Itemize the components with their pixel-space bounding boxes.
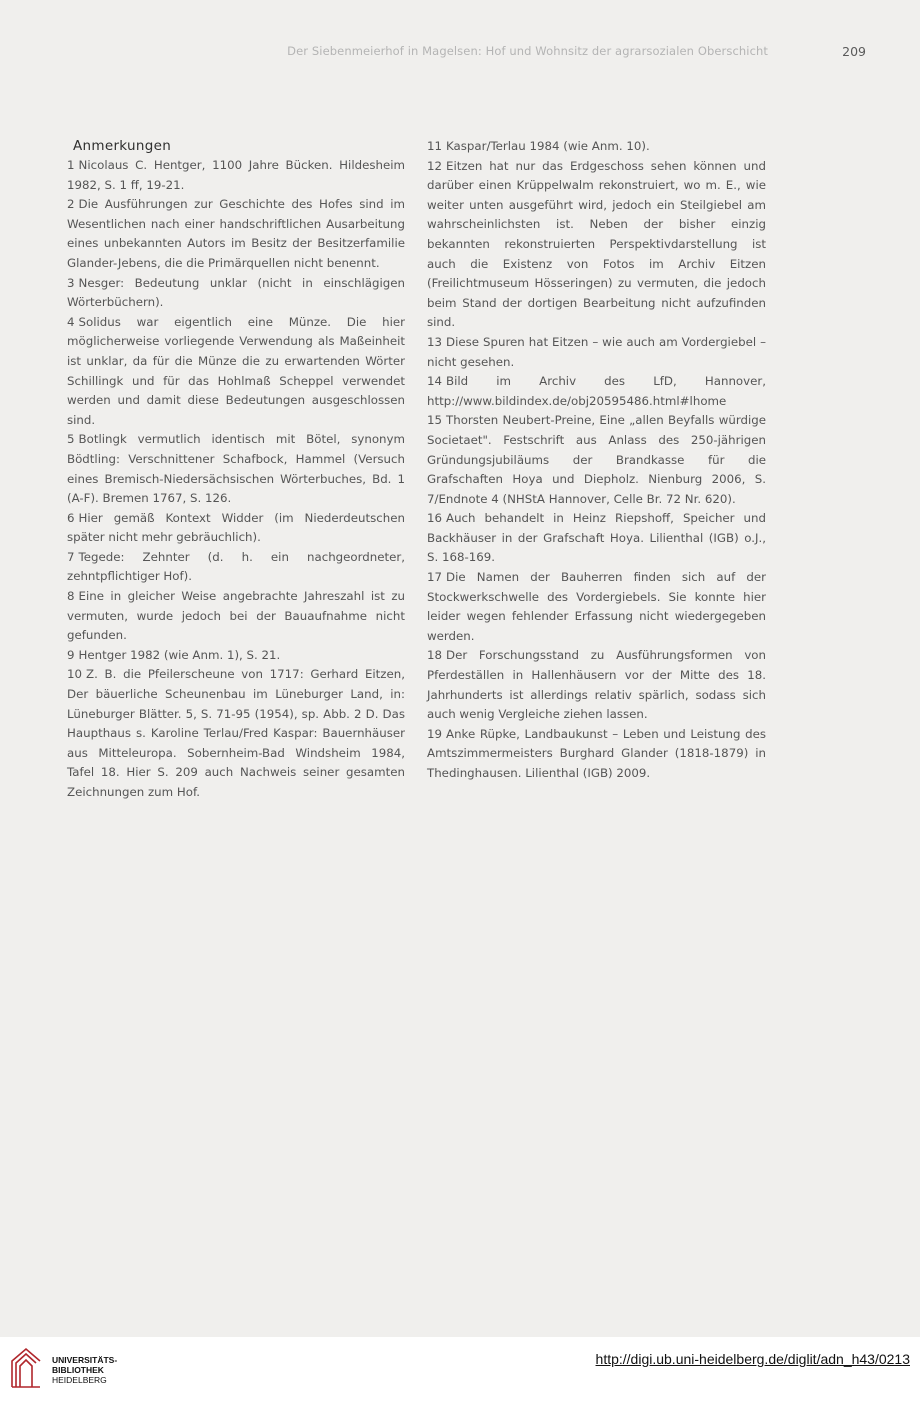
- footnote: [427, 372, 766, 411]
- running-title: Der Siebenmeierhof in Magelsen: Hof und Wohnsitz der agrarsozialen Oberschicht: [287, 44, 768, 58]
- notes-column-left: [67, 137, 405, 803]
- notes-list-right: [427, 137, 766, 784]
- footnote: [67, 156, 405, 195]
- footnote-number: 5: [67, 432, 75, 447]
- footnote-number: 7: [67, 549, 75, 564]
- library-name-line2: BIBLIOTHEK: [52, 1365, 104, 1375]
- footnote: [67, 274, 405, 313]
- footnote-text: Thorsten Neubert-Preine, Eine „allen Beyfalls würdige Societaet". Festschrift aus Anlass des 250-jährigen Gründungsjubiläums der Brandkasse für die Grafschaften Hoya und Diepholz. Nienburg 2006, S. 7/Endnote 4 (NHStA Hannover, Celle Br. 72 Nr. 620).: [427, 413, 766, 506]
- footnote-number: 11: [427, 139, 443, 153]
- footnote: [427, 568, 766, 646]
- footnote-text: Bild im Archiv des LfD, Hannover, http://www.bildindex.de/obj20595486.html#lhome: [427, 374, 766, 408]
- footnote-number: 2: [67, 197, 75, 212]
- footnote: [67, 548, 405, 587]
- footnote: [427, 137, 766, 157]
- footnote-number: 14: [427, 374, 443, 389]
- section-title: Anmerkungen: [73, 138, 172, 154]
- footnote-number: 3: [67, 275, 75, 290]
- footnote-number: 10: [67, 667, 83, 682]
- footnote-text: Solidus war eigentlich eine Münze. Die hier möglicherweise vorliegende Verwendung als Maßeinheit ist unklar, da für die Münze die zu erwartenden Wörter Schillingk und für das Hohlmaß Scheppel verwendet werden und damit diese Bedeutungen ausgeschlossen sind.: [67, 314, 405, 427]
- footnote: [427, 725, 766, 784]
- footnote: [67, 646, 405, 666]
- footnote: [67, 587, 405, 646]
- footnote-number: 1: [67, 158, 75, 172]
- footnote-text: Anke Rüpke, Landbaukunst – Leben und Leistung des Amtszimmermeisters Burghard Glander (1818-1879) in Thedinghausen. Lilienthal (IGB) 2009.: [427, 726, 766, 780]
- footnote-number: 4: [67, 314, 75, 329]
- notes-list-left: [67, 156, 405, 803]
- footnote-text: Z. B. die Pfeilerscheune von 1717: Gerhard Eitzen, Der bäuerliche Scheunenbau im Lüneburger Land, in: Lüneburger Blätter. 5, S. 71-95 (1954), sp. Abb. 2 D. Das Haupthaus s. Karoline Terlau/Fred Kaspar: Bauernhäuser aus Mitteleuropa. Sobernheim-Bad Windsheim 1984, Tafel 18. Hier S. 209 auch Nachweis seiner gesamten Zeichnungen zum Hof.: [67, 667, 405, 799]
- footnote: [427, 646, 766, 724]
- footer-bar: [0, 1337, 920, 1403]
- footnote-number: 17: [427, 570, 443, 585]
- footnote: [67, 195, 405, 273]
- footnote-text: Hentger 1982 (wie Anm. 1), S. 21.: [78, 647, 281, 662]
- footnote: [67, 430, 405, 508]
- notes-column-right: [427, 137, 766, 784]
- library-name-line3: HEIDELBERG: [52, 1375, 107, 1385]
- footnote-text: Eitzen hat nur das Erdgeschoss sehen können und darüber einen Krüppelwalm rekonstruiert, wo m. E., wie weiter unten ausgeführt wird, jedoch ein Steilgiebel am wahrscheinlichsten ist. Neben der bisher einzig bekannten rekonstruierten Perspektivdarstellung ist auch die Existenz von Fotos im Archiv Eitzen (Freilichtmuseum Hösseringen) zu vermuten, die jedoch beim Stand der dortigen Bearbeitung nicht aufzufinden sind.: [427, 158, 766, 330]
- footnote-text: Tegede: Zehnter (d. h. ein nachgeordneter, zehntpflichtiger Hof).: [67, 549, 405, 584]
- footnote: [67, 509, 405, 548]
- library-name: [52, 1355, 117, 1385]
- footnote-text: Hier gemäß Kontext Widder (im Niederdeutschen später nicht mehr gebräuchlich).: [67, 510, 405, 545]
- footnote-number: 15: [427, 413, 443, 428]
- footnote-number: 8: [67, 589, 75, 604]
- page-number: 209: [842, 44, 866, 59]
- footnote-text: Die Ausführungen zur Geschichte des Hofes sind im Wesentlichen nach einer handschriftlichen Ausarbeitung eines unbekannten Autors im Besitz der Besitzerfamilie Glander-Jebens, die die Primärquellen nicht benennt.: [67, 197, 405, 270]
- footnote-text: Nesger: Bedeutung unklar (nicht in einschlägigen Wörterbüchern).: [67, 275, 405, 310]
- footnote-number: 16: [427, 511, 443, 526]
- footnote-number: 6: [67, 510, 75, 525]
- footnote: [67, 665, 405, 802]
- footnote: [427, 333, 766, 372]
- footnote: [427, 411, 766, 509]
- footnote-number: 13: [427, 334, 443, 349]
- footnote-text: Auch behandelt in Heinz Riepshoff, Speicher und Backhäuser in der Grafschaft Hoya. Lilienthal (IGB) o.J., S. 168-169.: [427, 511, 766, 565]
- footnote-number: 19: [427, 726, 443, 741]
- footnote-number: 12: [427, 158, 443, 173]
- footnote-number: 18: [427, 648, 443, 663]
- footnote-text: Die Namen der Bauherren finden sich auf der Stockwerkschwelle des Vordergiebels. Sie konnte hier leider wegen fehlender Erfassung nicht wiedergegeben werden.: [427, 570, 766, 643]
- footnote: [427, 157, 766, 333]
- footnote-text: Botlingk vermutlich identisch mit Bötel, synonym Bödtling: Verschnittener Schafbock, Hammel (Versuch eines Bremisch-Niedersächsischen Wörterbuches, Bd. 1 (A-F). Bremen 1767, S. 126.: [67, 432, 405, 506]
- footnote-number: 9: [67, 647, 75, 662]
- footnote-text: Nicolaus C. Hentger, 1100 Jahre Bücken. Hildesheim 1982, S. 1 ff, 19-21.: [67, 158, 405, 192]
- permalink-url[interactable]: http://digi.ub.uni-heidelberg.de/diglit/adn_h43/0213: [595, 1351, 910, 1367]
- library-name-line1: UNIVERSITÄTS-: [52, 1355, 118, 1365]
- footnote-text: Der Forschungsstand zu Ausführungsformen von Pferdeställen in Hallenhäusern vor der Mitte des 18. Jahrhunderts ist allerdings relativ spärlich, sodass sich auch wenig Vergleiche ziehen lassen.: [427, 648, 766, 722]
- footnote: [427, 509, 766, 568]
- footnote-text: Eine in gleicher Weise angebrachte Jahreszahl ist zu vermuten, wurde jedoch bei der Bauaufnahme nicht gefunden.: [67, 589, 405, 643]
- library-logo-icon: [10, 1347, 44, 1389]
- footnote-text: Diese Spuren hat Eitzen – wie auch am Vordergiebel – nicht gesehen.: [427, 334, 766, 369]
- footnote-text: Kaspar/Terlau 1984 (wie Anm. 10).: [446, 139, 650, 153]
- footnote: [67, 313, 405, 431]
